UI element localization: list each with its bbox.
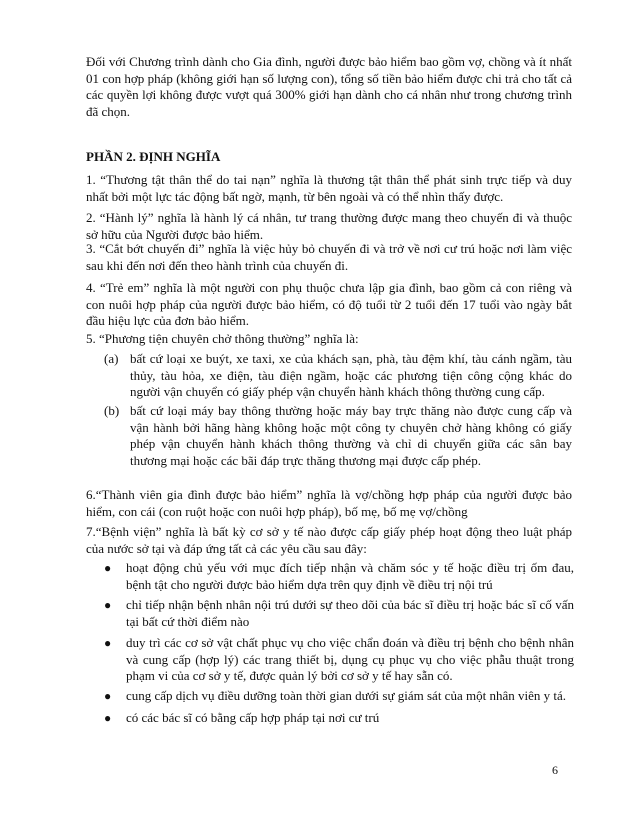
hospital-criteria-item (104, 597, 574, 630)
item-text: có các bác sĩ có bằng cấp hợp pháp tại nơi cư trú (126, 710, 380, 725)
item-text: hoạt động chủ yếu với mục đích tiếp nhận và chăm sóc y tế hoặc điều trị ốm đau, bệnh tật cho người được bảo hiểm dựa trên quy định về điều trị nội trú (126, 560, 574, 592)
definition-5b (104, 403, 572, 469)
page-number: 6 (552, 763, 558, 777)
item-text: duy trì các cơ sở vật chất phục vụ cho việc chẩn đoán và điều trị bệnh cho bệnh nhân và cung cấp (hợp lý) các trang thiết bị, dụng cụ phục vụ cho việc phẫu thuật trong phạm vi của cơ sở y tế, được quản lý bởi cơ sở y tế hay sẵn có. (126, 635, 574, 683)
section-heading: PHẦN 2. ĐỊNH NGHĨA (86, 149, 221, 164)
definition-1: 1. “Thương tật thân thể do tai nạn” nghĩa là thương tật thân thể phát sinh trực tiếp và duy nhất bởi một lực tác động bất ngờ, mạnh, từ bên ngoài và có thể nhìn thấy được. (86, 172, 572, 204)
item-text: chỉ tiếp nhận bệnh nhân nội trú dưới sự theo dõi của bác sĩ điều trị hoặc bác sĩ cố vấn tại bất cứ thời điểm nào (126, 597, 574, 629)
item-label: (a) (104, 351, 119, 366)
definition-5a (104, 351, 572, 401)
item-text: bất cứ loại xe buýt, xe taxi, xe của khách sạn, phà, tàu đệm khí, tàu cánh ngầm, tàu thủy, tàu hỏa, xe điện, tàu điện ngầm, hoặc các phương tiện công cộng khác do người vận chuyển có giấy phép vận chuyển hành khách thông thường cung cấp. (130, 351, 572, 399)
definition-3: 3. “Cắt bớt chuyến đi” nghĩa là việc hủy bỏ chuyến đi và trở về nơi cư trú hoặc nơi làm việc sau khi đến nơi đến theo hành trình của chuyến đi. (86, 241, 572, 273)
bullet-icon: ● (104, 689, 112, 703)
definition-6: 6.“Thành viên gia đình được bảo hiểm” nghĩa là vợ/chồng hợp pháp của người được bảo hiểm, con cái (con ruột hoặc con nuôi hợp pháp), bố mẹ, bố mẹ vợ/chồng (86, 487, 572, 519)
hospital-criteria-item (104, 635, 574, 685)
bullet-icon: ● (104, 561, 112, 575)
bullet-icon: ● (104, 636, 112, 650)
hospital-criteria-item (104, 560, 574, 593)
item-label: (b) (104, 403, 120, 418)
bullet-icon: ● (104, 711, 112, 725)
definition-5: 5. “Phương tiện chuyên chở thông thường” nghĩa là: (86, 331, 359, 346)
definition-2: 2. “Hành lý” nghĩa là hành lý cá nhân, tư trang thường được mang theo chuyến đi và thuộc sở hữu của Người được bảo hiểm. (86, 210, 572, 242)
bullet-icon: ● (104, 598, 112, 612)
definition-7: 7.“Bệnh viện” nghĩa là bất kỳ cơ sở y tế nào được cấp giấy phép hoạt động theo luật pháp của nước sở tại và đáp ứng tất cả các yêu cầu sau đây: (86, 524, 572, 556)
intro-paragraph: Đối với Chương trình dành cho Gia đình, người được bảo hiểm bao gồm vợ, chồng và ít nhất 01 con hợp pháp (không giới hạn số lượng con), tổng số tiền bảo hiểm được chi trả cho tất cả các quyền lợi không được vượt quá 300% giới hạn dành cho cá nhân như trong chương trình đã chọn. (86, 54, 572, 119)
definition-4: 4. “Trẻ em” nghĩa là một người con phụ thuộc chưa lập gia đình, bao gồm cả con riêng và con nuôi hợp pháp của người được bảo hiểm, có độ tuổi từ 2 tuổi đến 17 tuổi vào ngày bắt đầu hiệu lực của đơn bảo hiểm. (86, 280, 572, 328)
hospital-criteria-item (104, 688, 574, 705)
hospital-criteria-item (104, 710, 574, 727)
item-text: bất cứ loại máy bay thông thường hoặc máy bay trực thăng nào được cung cấp và vận hành bởi hãng hàng không hoặc một công ty chuyên chở hàng không có giấy phép vận chuyển hành khách thông thường và chỉ di chuyển giữa các sân bay thương mại hoặc các bãi đáp trực thăng thương mại được cấp phép. (130, 403, 572, 468)
item-text: cung cấp dịch vụ điều dưỡng toàn thời gian dưới sự giám sát của một nhân viên y tá. (126, 688, 566, 703)
